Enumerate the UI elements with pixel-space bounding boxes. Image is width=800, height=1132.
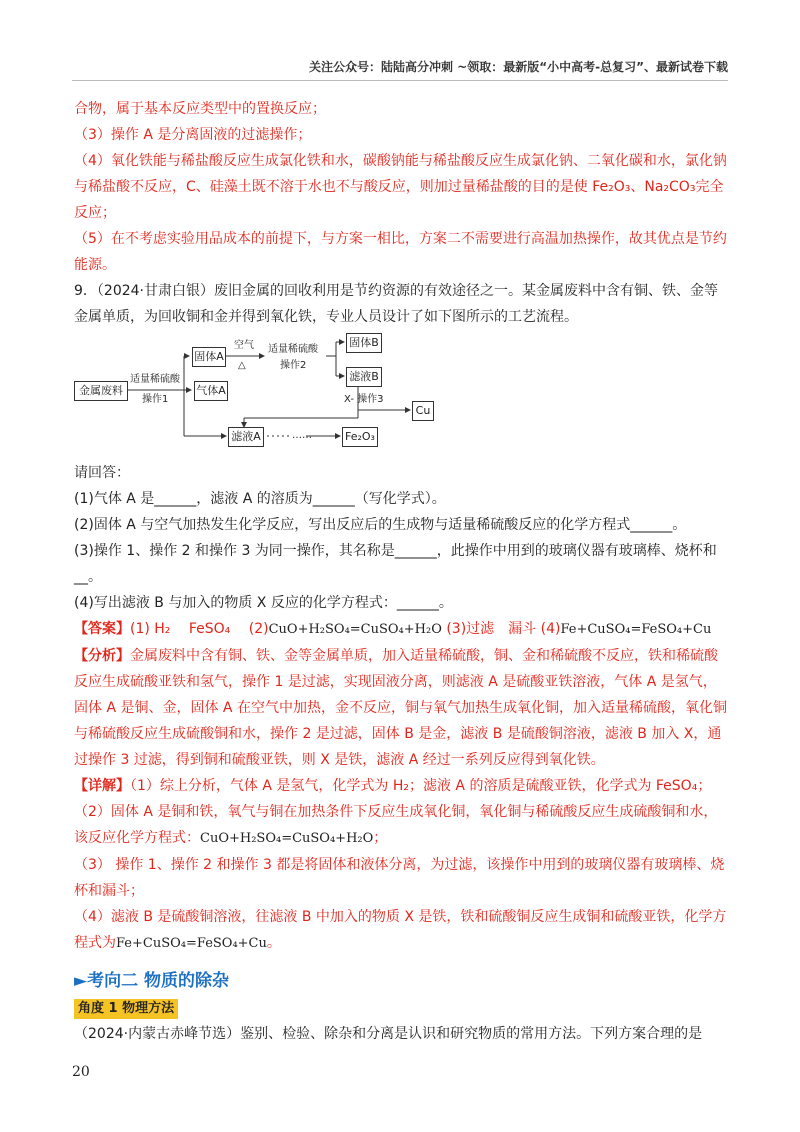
fe2o3-box: Fe₂O₃ — [342, 427, 378, 447]
question-stem: 9．（2024·甘肃白银）废旧金属的回收利用是节约资源的有效途径之一。某金属废料中含有铜、铁、金等金属单质，为回收铜和金并得到氧化铁，专业人员设计了如下图所示的工艺流程。 — [74, 283, 718, 325]
detail-4-formula: Fe+CuSO₄=FeSO₄+Cu — [116, 936, 267, 951]
page-content — [74, 96, 730, 1047]
prompt-text: 请回答： — [74, 465, 130, 481]
detail-4-text: （4）滤液 B 是硫酸铜溶液，往滤液 B 中加入的物质 X 是铁，铁和硫酸铜反应生成铜和硫酸亚铁，化学方程式为 — [74, 909, 727, 951]
prev-answer-line: （5）在不考虑实验用品成本的前提下，与方案一相比，方案二不需要进行高温加热操作，故其优点是节约能源。 — [74, 231, 727, 273]
page-header: 关注公众号：陆陆高分冲刺 ~领取：最新版“小中高考-总复习”、最新试卷下载 — [309, 60, 728, 74]
detail-4-end: 。 — [266, 935, 281, 951]
heat-label: △ — [238, 360, 246, 371]
sub-question-2: (2)固体 A 与空气加热发生化学反应，写出反应后的生成物与适量稀硫酸反应的化学方程式______。 — [74, 517, 687, 533]
detail-2-text: （2）固体 A 是铜和铁，氧气与铜在加热条件下反应生成氧化铜，氧化铜与稀硫酸反应生成硫酸铜和水，该反应化学方程式： — [74, 804, 718, 846]
next-question-text: （2024·内蒙古赤峰节选）鉴别、检验、除杂和分离是认识和研究物质的常用方法。下列方案合理的是 — [74, 1026, 703, 1042]
answer-4-label: (4) — [540, 621, 561, 637]
answer-1: (1) H₂ FeSO₄ — [130, 621, 245, 637]
solid-a-box: 固体A — [192, 347, 226, 367]
sub-question-3: (3)操作 1、操作 2 和操作 3 为同一操作，其名称是______，此操作中用到的玻璃仪器有玻璃棒、烧杯和__。 — [74, 543, 717, 585]
x-op3-label: X- 操作3 — [344, 394, 384, 405]
detail-line-2 — [74, 799, 730, 852]
process-flow-diagram — [74, 336, 474, 456]
section-title: ►考向二 物质的除杂 — [74, 971, 229, 991]
sub-question-1: (1)气体 A 是______，滤液 A 的溶质为______（写化学式）。 — [74, 491, 446, 507]
gas-a-box: 气体A — [194, 381, 228, 401]
answer-2-label: (2) — [248, 621, 269, 637]
answer-2-formula: CuO+H₂SO₄=CuSO₄+H₂O — [268, 622, 442, 637]
reagent1-label: 适量稀硫酸 — [130, 374, 180, 385]
metal-scrap-box: 金属废料 — [74, 381, 128, 401]
solid-b-box: 固体B — [346, 333, 382, 353]
angle-tag: 角度 1 物理方法 — [74, 999, 178, 1019]
detail-2-formula: CuO+H₂SO₄=CuSO₄+H₂O — [200, 831, 374, 846]
header-divider — [72, 80, 728, 81]
analysis-tag: 【分析】 — [74, 648, 130, 664]
dots-label: …… — [292, 430, 312, 441]
detail-tag: 【详解】 — [74, 778, 130, 794]
sub-question-4: (4)写出滤液 B 与加入的物质 X 反应的化学方程式：______。 — [74, 595, 453, 611]
filtrate-a-box: 滤液A — [228, 427, 264, 447]
analysis-text: 金属废料中含有铜、铁、金等金属单质，加入适量稀硫酸，铜、金和稀硫酸不反应，铁和稀硫酸反应生成硫酸亚铁和氢气，操作 1 是过滤，实现固液分离，则滤液 A 是硫酸亚铁溶液，气体 A 是氢气，固体 A 是铜、金，固体 A 在空气中加热，金不反应，铜与氧气加热生成氧化铜，加入适量稀硫酸，氧化铜与稀硫酸反应生成硫酸铜和水，操作 2 是过滤，固体 B 是金，滤液 B 是硫酸铜溶液，滤液 B 加入 X，通过操作 3 过滤，得到铜和硫酸亚铁，则 X 是铁，滤液 A 经过一系列反应得到氧化铁。 — [74, 648, 727, 768]
detail-1-text: （1）综上分析，气体 A 是氢气，化学式为 H₂；滤液 A 的溶质是硫酸亚铁，化学式为 FeSO₄； — [130, 778, 712, 794]
prev-answer-line: 合物，属于基本反应类型中的置换反应； — [74, 101, 326, 117]
detail-line-1 — [74, 773, 730, 799]
filtrate-b-box: 滤液B — [346, 367, 382, 387]
detail-2-end: ； — [373, 830, 388, 846]
cu-box: Cu — [412, 401, 434, 421]
answer-3: (3)过滤 漏斗 — [446, 621, 537, 637]
op1-label: 操作1 — [142, 394, 169, 405]
analysis-paragraph — [74, 643, 730, 773]
air-label: 空气 — [234, 340, 254, 351]
op2-label: 操作2 — [280, 360, 307, 371]
answer-line — [74, 616, 730, 643]
prev-answer-line: （4）氧化铁能与稀盐酸反应生成氯化铁和水，碳酸钠能与稀盐酸反应生成氯化钠、二氧化碳和水，氯化钠与稀盐酸不反应，C、硅藻土既不溶于水也不与酸反应，则加过量稀盐酸的目的是使 Fe₂O₃、Na₂CO₃完全反应； — [74, 153, 727, 221]
page-number: 20 — [72, 1064, 90, 1080]
reagent2-label: 适量稀硫酸 — [268, 344, 318, 355]
answer-4-formula: Fe+CuSO₄=FeSO₄+Cu — [560, 622, 712, 637]
answer-tag: 【答案】 — [74, 621, 130, 637]
detail-line-4 — [74, 904, 730, 957]
detail-line-3: （3） 操作 1、操作 2 和操作 3 都是将固体和液体分离，为过滤，该操作中用到的玻璃仪器有玻璃棒、烧杯和漏斗； — [74, 857, 725, 899]
angle-row — [74, 995, 730, 1021]
prev-answer-line: （3）操作 A 是分离固液的过滤操作； — [74, 127, 312, 143]
